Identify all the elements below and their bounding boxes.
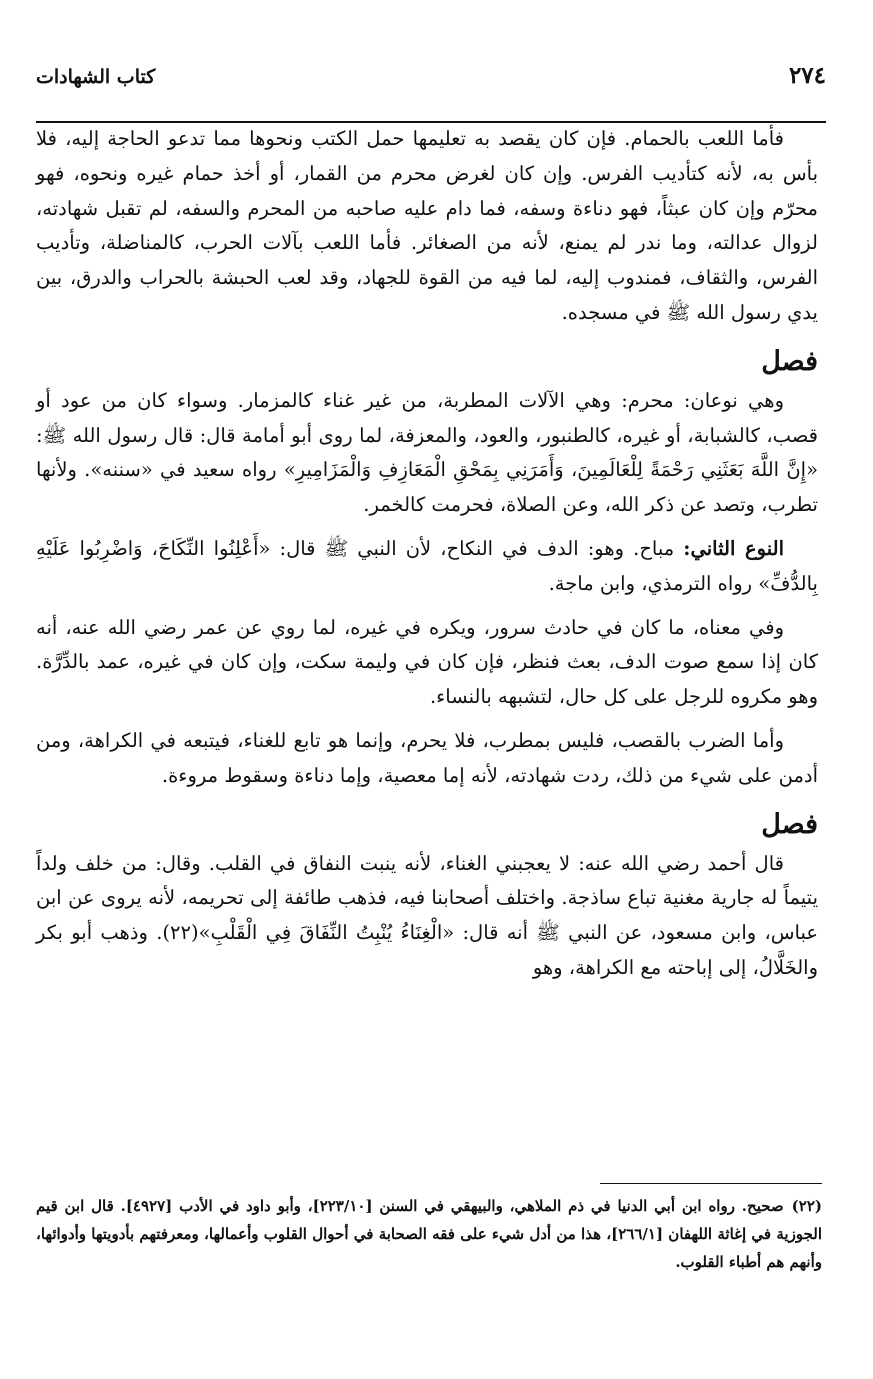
paragraph-reed-striking: وأما الضرب بالقصب، فليس بمطرب، فلا يحرم، وإنما هو تابع للغناء، فيتبعه في الكراهة، ومن أدمن على شيء من ذلك، ردت شهادته، لأنه إما معصية، وإما دناءة وسقوط مروءة. bbox=[36, 728, 818, 787]
paragraph-pigeons: فأما اللعب بالحمام. فإن كان يقصد به تعليمها حمل الكتب ونحوها مما تدعو الحاجة إليه، فلا بأس به، لأنه كتأديب الفرس. وإن كان لغرض محرم من القمار، أو أخذ حمام غيره ونحوه، فهو محرّم وإن كان عبثاً، فهو دناءة وسفه، فما دام عليه صاحبه من المحرم والسفه، لم تقبل شهادته، لزوال عدالته، وما ندر لم يمنع، لأنه من الصغائر. فأما اللعب بآلات الحرب، كالمناضلة، وتأديب الفرس، والثقاف، فمندوب إليه، لما فيه من القوة للجهاد، وقد لعب الحبشة بالحراب والدرق، بين يدي رسول الله ﷺ في مسجده. bbox=[36, 127, 818, 324]
subheading-second-type: النوع الثاني: bbox=[683, 536, 784, 560]
footnote-text: صحيح. رواه ابن أبي الدنيا في ذم الملاهي، والبيهقي في السنن [٢٢٣/١٠]، وأبو داود في الأدب [٤٩٢٧]. قال ابن قيم الجوزية في إغاثة اللهفان [٢٦٦/١]، هذا من أدل شيء على فقه الصحابة في أحوال القلوب وأعمالها، ومعرفتهم بأدويتها وأدوائها، وأنهم هم أطباء القلوب. bbox=[36, 1197, 822, 1271]
main-text bbox=[36, 122, 818, 995]
page-header bbox=[36, 62, 826, 102]
paragraph-instruments: وهي نوعان: محرم: وهي الآلات المطربة، من غير غناء كالمزمار. وسواء كان من عود أو قصب، كالشبابة، أو غيره، كالطنبور، والعود، والمعزفة، لما روى أبو أمامة قال: قال رسول الله ﷺ: «إِنَّ اللَّهَ بَعَثَنِي رَحْمَةً لِلْعَالَمِينَ، وَأَمَرَنِي بِمَحْقِ الْمَعَازِفِ وَالْمَزَامِيرِ» رواه سعيد في «سننه». ولأنها تطرب، وتصد عن ذكر الله، وعن الصلاة، فحرمت كالخمر. bbox=[36, 388, 818, 517]
section-heading: فصل bbox=[761, 808, 818, 840]
footnote bbox=[36, 1192, 822, 1276]
paragraph-singing: قال أحمد رضي الله عنه: لا يعجبني الغناء، لأنه ينبت النفاق في القلب. وقال: من خلف ولداً يتيماً له جارية مغنية تباع ساذجة. واختلف أصحابنا فيه، فذهب طائفة إلى تحريمه، لأنه يروى عن ابن عباس، وابن مسعود، عن النبي ﷺ أنه قال: «الْغِنَاءُ يُنْبِتُ النِّفَاقَ فِي الْقَلْبِ»(٢٢). وذهب أبو بكر والخَلَّالُ، إلى إباحته مع الكراهة، وهو bbox=[36, 851, 818, 979]
paragraph-permitted-type bbox=[36, 532, 818, 602]
paragraph-duff-meaning: وفي معناه، ما كان في حادث سرور، ويكره في غيره، لما روي عن عمر رضي الله عنه، أنه كان إذا سمع صوت الدف، بعث فنظر، فإن كان في وليمة سكت، وإن كان في غيره، عمد بالدِّرَّة. وهو مكروه للرجل على كل حال، لتشبهه بالنساء. bbox=[36, 615, 818, 709]
paragraph-permitted-text: مباح. وهو: الدف في النكاح، لأن النبي ﷺ قال: «أَعْلِنُوا النِّكَاحَ، وَاضْرِبُوا عَلَيْهِ بِالدُّفِّ» رواه الترمذي، وابن ماجة. bbox=[36, 536, 818, 595]
footnote-marker: (٢٢) bbox=[791, 1197, 822, 1215]
footnote-rule bbox=[600, 1183, 822, 1184]
section-heading: فصل bbox=[761, 345, 818, 377]
page-number: ٢٧٤ bbox=[788, 62, 826, 89]
running-title: كتاب الشهادات bbox=[36, 66, 156, 88]
